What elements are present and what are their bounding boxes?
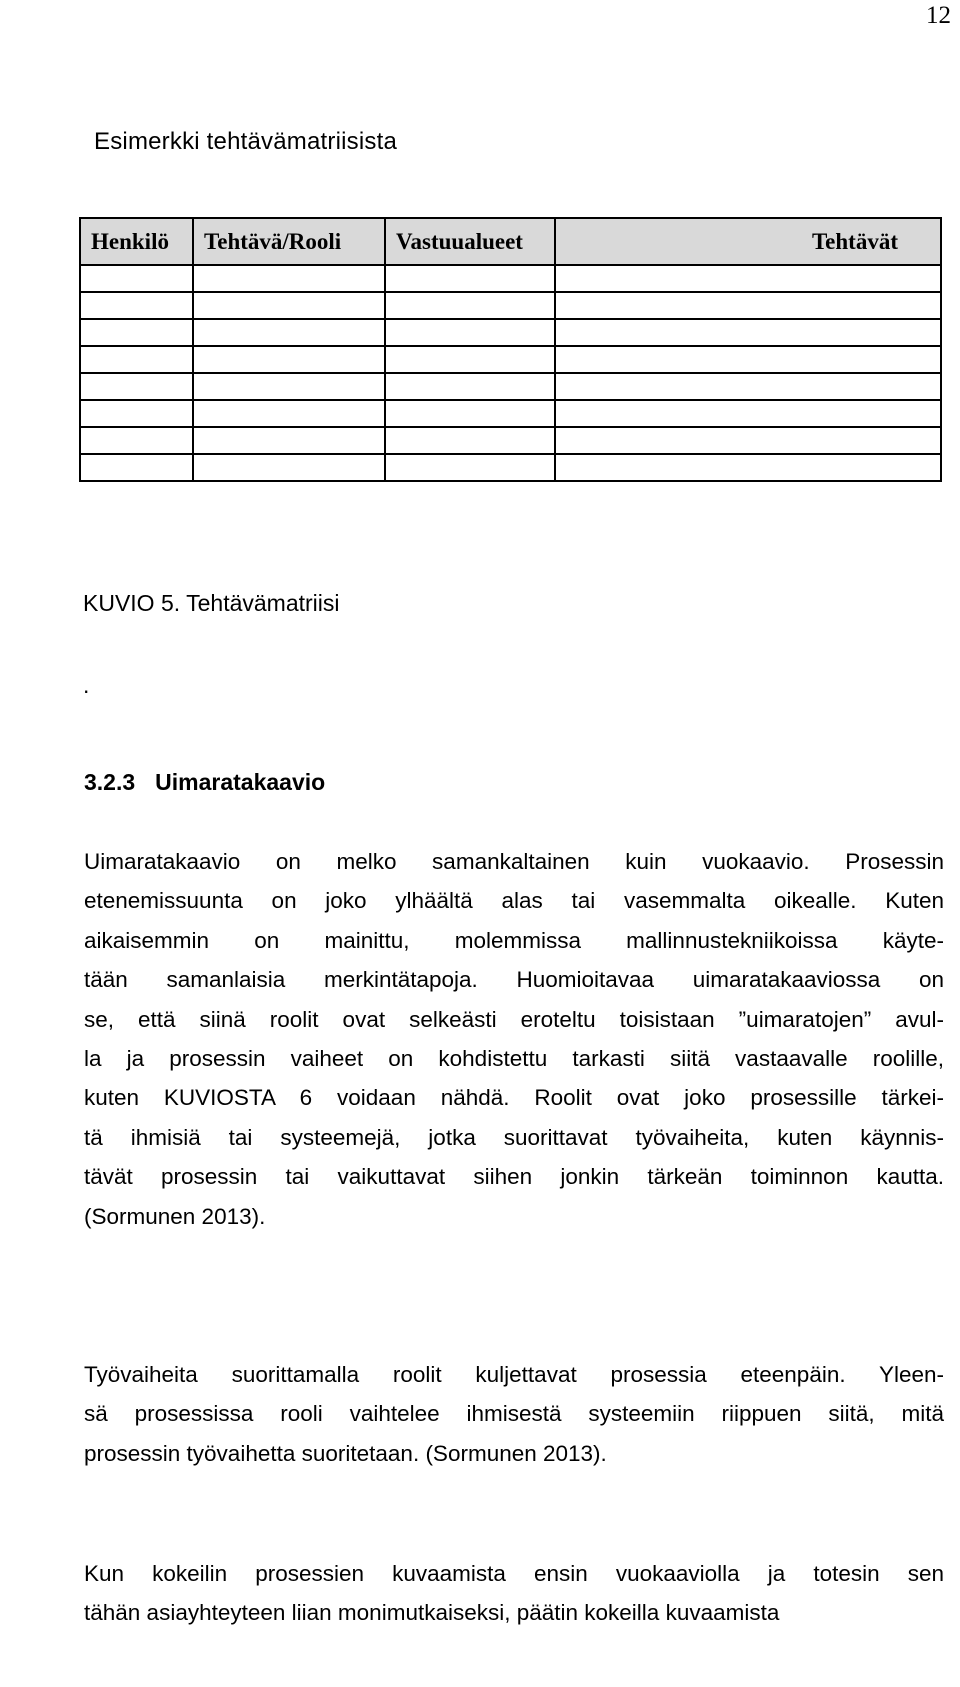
table-row [80, 346, 941, 373]
table-cell [193, 346, 385, 373]
text-line: la ja prosessin vaiheet on kohdistettu tarkasti siitä vastaavalle roolille, [84, 1045, 944, 1071]
table-cell [555, 454, 941, 481]
text-line: kuten KUVIOSTA 6 voidaan nähdä. Roolit ovat joko prosessille tärkei- [84, 1085, 944, 1111]
table-cell [555, 319, 941, 346]
column-header-henkilo: Henkilö [80, 218, 193, 265]
table-row [80, 265, 941, 292]
text-line: se, että siinä roolit ovat selkeästi eroteltu toisistaan ”uimaratojen” avul- [84, 1006, 944, 1032]
table-row [80, 373, 941, 400]
table-cell [385, 400, 555, 427]
section-heading [84, 769, 325, 796]
text-line: Työvaiheita suorittamalla roolit kuljettavat prosessia eteenpäin. Yleen- [84, 1362, 944, 1387]
section-title: Uimaratakaavio [155, 769, 326, 795]
table-header-row [80, 218, 941, 265]
table-cell [385, 346, 555, 373]
table-cell [193, 427, 385, 454]
figure-caption: KUVIO 5. Tehtävämatriisi [83, 590, 340, 616]
table-cell [555, 292, 941, 319]
text-line: tä ihmisiä tai systeemejä, jotka suorittavat työvaiheita, kuten käynnis- [84, 1124, 944, 1150]
table-cell [555, 373, 941, 400]
text-line: (Sormunen 2013). [84, 1203, 266, 1229]
text-line: Uimaratakaavio on melko samankaltainen kuin vuokaavio. Prosessin [84, 849, 944, 874]
table-cell [80, 292, 193, 319]
table-cell [385, 319, 555, 346]
section-number: 3.2.3 [84, 769, 136, 795]
text-line: etenemissuunta on joko ylhäältä alas tai vasemmalta oikealle. Kuten [84, 888, 944, 914]
table-cell [80, 265, 193, 292]
paragraph-3 [84, 1554, 944, 1633]
table-cell [80, 319, 193, 346]
table-cell [193, 265, 385, 292]
table-cell [385, 427, 555, 454]
stray-dot: . [83, 672, 90, 698]
table-cell [555, 346, 941, 373]
column-header-tehtavat: Tehtävät [555, 218, 941, 265]
page-number: 12 [926, 2, 951, 29]
text-line: aikaisemmin on mainittu, molemmissa mallinnustekniikoissa käyte- [84, 927, 944, 953]
table-cell [385, 373, 555, 400]
table-cell [80, 400, 193, 427]
text-line: tävät prosessin tai vaikuttavat siihen jonkin tärkeän toiminnon kautta. [84, 1164, 944, 1190]
text-line: tään samanlaisia merkintätapoja. Huomioitavaa uimaratakaaviossa on [84, 967, 944, 993]
table-cell [385, 265, 555, 292]
table-cell [193, 454, 385, 481]
table-cell [555, 427, 941, 454]
table-cell [555, 265, 941, 292]
table-row [80, 400, 941, 427]
table-cell [193, 400, 385, 427]
text-line: tähän asiayhteyteen liian monimutkaiseksi, päätin kokeilla kuvaamista [84, 1600, 780, 1626]
table-row [80, 454, 941, 481]
table-cell [80, 427, 193, 454]
table-row [80, 292, 941, 319]
text-line: prosessin työvaihetta suoritetaan. (Sormunen 2013). [84, 1440, 607, 1466]
table-cell [385, 454, 555, 481]
table-cell [385, 292, 555, 319]
table-body [80, 265, 941, 481]
table-cell [193, 292, 385, 319]
table-row [80, 427, 941, 454]
table-cell [80, 454, 193, 481]
table-cell [193, 373, 385, 400]
table-cell [80, 346, 193, 373]
table-row [80, 319, 941, 346]
column-header-vastuualueet: Vastuualueet [385, 218, 555, 265]
text-line: Kun kokeilin prosessien kuvaamista ensin vuokaaviolla ja totesin sen [84, 1561, 944, 1586]
paragraph-2 [84, 1355, 944, 1473]
table-cell [555, 400, 941, 427]
figure-title: Esimerkki tehtävämatriisista [94, 128, 398, 155]
table-cell [193, 319, 385, 346]
column-header-tehtava-rooli: Tehtävä/Rooli [193, 218, 385, 265]
text-line: sä prosessissa rooli vaihtelee ihmisestä systeemiin riippuen siitä, mitä [84, 1401, 944, 1427]
paragraph-1 [84, 842, 944, 1236]
table-cell [80, 373, 193, 400]
task-matrix-table [79, 217, 942, 482]
